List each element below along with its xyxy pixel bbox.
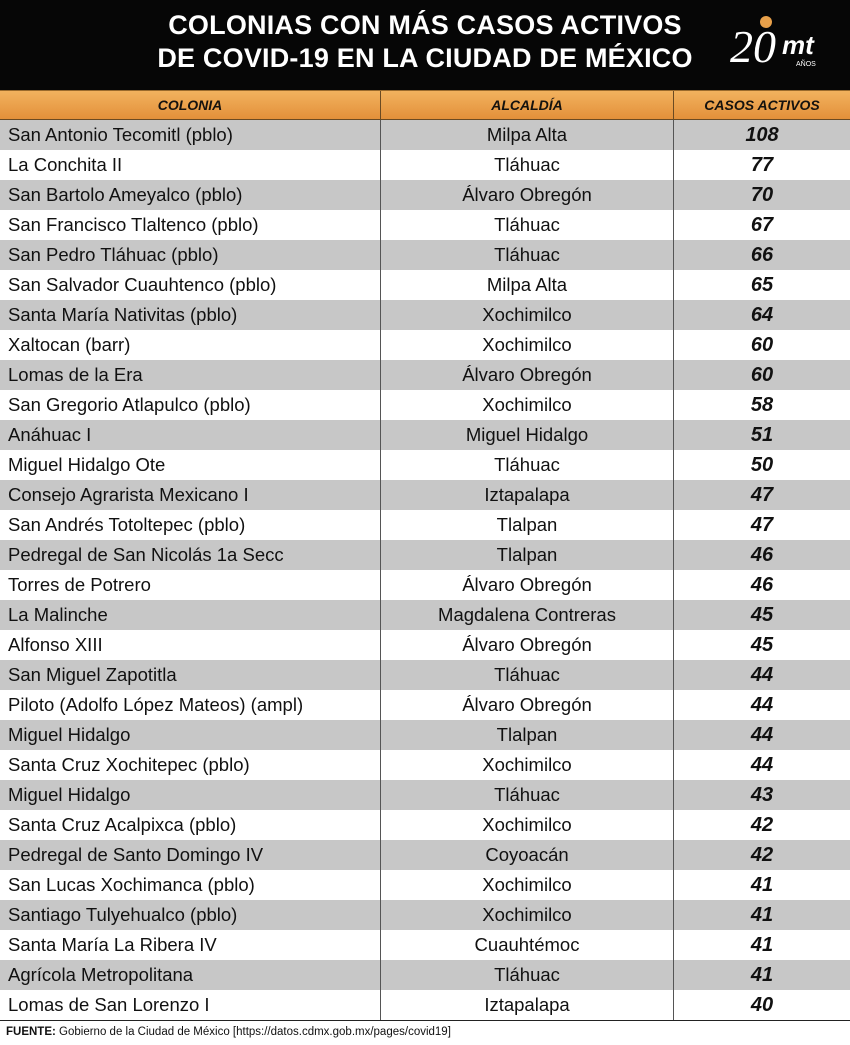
cell-alcaldia: Xochimilco (380, 300, 673, 330)
cell-alcaldia: Cuauhtémoc (380, 930, 673, 960)
cell-alcaldia: Tlalpan (380, 540, 673, 570)
cell-casos-activos: 43 (673, 780, 850, 810)
cell-colonia: Santa María Nativitas (pblo) (8, 304, 238, 325)
title-line-1: COLONIAS CON MÁS CASOS ACTIVOS (168, 10, 682, 40)
cell-alcaldia: Coyoacán (380, 840, 673, 870)
cell-casos-activos: 65 (673, 270, 850, 300)
cell-alcaldia: Milpa Alta (380, 120, 673, 150)
cell-alcaldia: Álvaro Obregón (380, 630, 673, 660)
table-row (0, 270, 850, 300)
cell-casos-activos: 44 (673, 750, 850, 780)
cell-alcaldia: Xochimilco (380, 390, 673, 420)
cell-casos-activos: 50 (673, 450, 850, 480)
cell-alcaldia: Xochimilco (380, 750, 673, 780)
cell-casos-activos: 42 (673, 840, 850, 870)
cell-colonia: Santa Cruz Xochitepec (pblo) (8, 754, 250, 775)
cell-colonia: San Antonio Tecomitl (pblo) (8, 124, 233, 145)
table-row (0, 960, 850, 990)
cell-alcaldia: Tláhuac (380, 240, 673, 270)
cell-colonia: Santa Cruz Acalpixca (pblo) (8, 814, 237, 835)
logo-sub: AÑOS (796, 61, 816, 68)
cell-colonia: Agrícola Metropolitana (8, 964, 194, 985)
cell-alcaldia: Álvaro Obregón (380, 360, 673, 390)
cell-alcaldia: Tlalpan (380, 720, 673, 750)
cell-colonia: Pedregal de San Nicolás 1a Secc (8, 544, 284, 565)
table-row (0, 360, 850, 390)
table-row (0, 600, 850, 630)
table-row (0, 540, 850, 570)
cell-colonia: Consejo Agrarista Mexicano I (8, 484, 249, 505)
table-row (0, 810, 850, 840)
cell-alcaldia: Iztapalapa (380, 990, 673, 1020)
cell-colonia: San Francisco Tlaltenco (pblo) (8, 214, 259, 235)
cell-colonia: Anáhuac I (8, 424, 92, 445)
cell-casos-activos: 42 (673, 810, 850, 840)
cell-colonia: San Bartolo Ameyalco (pblo) (8, 184, 243, 205)
table-header (0, 90, 850, 120)
cell-colonia: Alfonso XIII (8, 634, 103, 655)
cell-casos-activos: 66 (673, 240, 850, 270)
cell-alcaldia: Milpa Alta (380, 270, 673, 300)
cell-alcaldia: Iztapalapa (380, 480, 673, 510)
cell-alcaldia: Tláhuac (380, 780, 673, 810)
cell-casos-activos: 44 (673, 720, 850, 750)
cell-colonia: San Gregorio Atlapulco (pblo) (8, 394, 251, 415)
table-row (0, 300, 850, 330)
cell-casos-activos: 41 (673, 960, 850, 990)
cell-alcaldia: Xochimilco (380, 870, 673, 900)
cell-colonia: Miguel Hidalgo (8, 724, 131, 745)
table-row (0, 450, 850, 480)
cell-colonia: Pedregal de Santo Domingo IV (8, 844, 264, 865)
cell-colonia: Santa María La Ribera IV (8, 934, 217, 955)
cell-casos-activos: 64 (673, 300, 850, 330)
table-row (0, 150, 850, 180)
table-row (0, 120, 850, 150)
cell-colonia: Lomas de la Era (8, 364, 143, 385)
table-row (0, 630, 850, 660)
footer-label: FUENTE: (6, 1026, 56, 1038)
cell-casos-activos: 58 (673, 390, 850, 420)
cell-alcaldia: Tláhuac (380, 210, 673, 240)
cell-casos-activos: 47 (673, 480, 850, 510)
table-row (0, 660, 850, 690)
cell-colonia: Xaltocan (barr) (8, 334, 131, 355)
table-row (0, 750, 850, 780)
cell-casos-activos: 44 (673, 660, 850, 690)
cell-casos-activos: 46 (673, 540, 850, 570)
table-row (0, 180, 850, 210)
cell-colonia: San Miguel Zapotitla (8, 664, 177, 685)
table-row (0, 900, 850, 930)
cell-casos-activos: 45 (673, 600, 850, 630)
table-row (0, 390, 850, 420)
table-row (0, 840, 850, 870)
milenio-20-anos-logo (730, 14, 830, 76)
cell-casos-activos: 41 (673, 900, 850, 930)
cell-casos-activos: 44 (673, 690, 850, 720)
cell-casos-activos: 47 (673, 510, 850, 540)
cell-alcaldia: Miguel Hidalgo (380, 420, 673, 450)
cell-alcaldia: Álvaro Obregón (380, 690, 673, 720)
table-row (0, 990, 850, 1020)
cell-alcaldia: Tláhuac (380, 150, 673, 180)
title-line-2: DE COVID-19 EN LA CIUDAD DE MÉXICO (157, 43, 693, 73)
cell-casos-activos: 70 (673, 180, 850, 210)
column-header-colonia: COLONIA (157, 97, 223, 113)
header-banner (0, 0, 850, 90)
logo-number: 20 (730, 21, 776, 72)
cell-casos-activos: 46 (673, 570, 850, 600)
table-row (0, 570, 850, 600)
cell-casos-activos: 77 (673, 150, 850, 180)
logo-text: mt (782, 30, 814, 60)
column-header-alcaldia: ALCALDÍA (380, 91, 673, 119)
cell-alcaldia: Magdalena Contreras (380, 600, 673, 630)
cell-alcaldia: Álvaro Obregón (380, 180, 673, 210)
cell-alcaldia: Álvaro Obregón (380, 570, 673, 600)
cell-casos-activos: 40 (673, 990, 850, 1020)
cell-colonia: Lomas de San Lorenzo I (8, 994, 210, 1015)
cell-colonia: San Lucas Xochimanca (pblo) (8, 874, 255, 895)
column-header-casos: CASOS ACTIVOS (673, 91, 850, 119)
cell-alcaldia: Tláhuac (380, 450, 673, 480)
table-row (0, 330, 850, 360)
cell-colonia: Miguel Hidalgo (8, 784, 131, 805)
cell-colonia: Santiago Tulyehualco (pblo) (8, 904, 238, 925)
table-row (0, 720, 850, 750)
cell-colonia: San Salvador Cuauhtenco (pblo) (8, 274, 277, 295)
source-footer (0, 1020, 850, 1045)
table-row (0, 870, 850, 900)
cell-alcaldia: Xochimilco (380, 330, 673, 360)
cell-casos-activos: 41 (673, 870, 850, 900)
table-row (0, 240, 850, 270)
cell-colonia: Piloto (Adolfo López Mateos) (ampl) (8, 694, 304, 715)
cell-casos-activos: 45 (673, 630, 850, 660)
table-row (0, 690, 850, 720)
page-title (95, 9, 755, 75)
cell-alcaldia: Tláhuac (380, 960, 673, 990)
cell-alcaldia: Xochimilco (380, 900, 673, 930)
cell-colonia: La Conchita II (8, 154, 123, 175)
cell-alcaldia: Tlalpan (380, 510, 673, 540)
cell-colonia: La Malinche (8, 604, 108, 625)
table-row (0, 780, 850, 810)
cell-casos-activos: 51 (673, 420, 850, 450)
cell-casos-activos: 60 (673, 360, 850, 390)
footer-text: Gobierno de la Ciudad de México [https://datos.cdmx.gob.mx/pages/covid19] (55, 1026, 451, 1038)
cell-colonia: San Andrés Totoltepec (pblo) (8, 514, 246, 535)
table-row (0, 420, 850, 450)
cell-casos-activos: 67 (673, 210, 850, 240)
cell-colonia: Miguel Hidalgo Ote (8, 454, 166, 475)
cell-casos-activos: 41 (673, 930, 850, 960)
cell-colonia: Torres de Potrero (8, 574, 151, 595)
cell-alcaldia: Xochimilco (380, 810, 673, 840)
cell-colonia: San Pedro Tláhuac (pblo) (8, 244, 219, 265)
table-row (0, 210, 850, 240)
cell-casos-activos: 60 (673, 330, 850, 360)
cell-casos-activos: 108 (673, 120, 850, 150)
table-row (0, 480, 850, 510)
cell-alcaldia: Tláhuac (380, 660, 673, 690)
table-body (0, 120, 850, 1020)
table-row (0, 510, 850, 540)
table-row (0, 930, 850, 960)
